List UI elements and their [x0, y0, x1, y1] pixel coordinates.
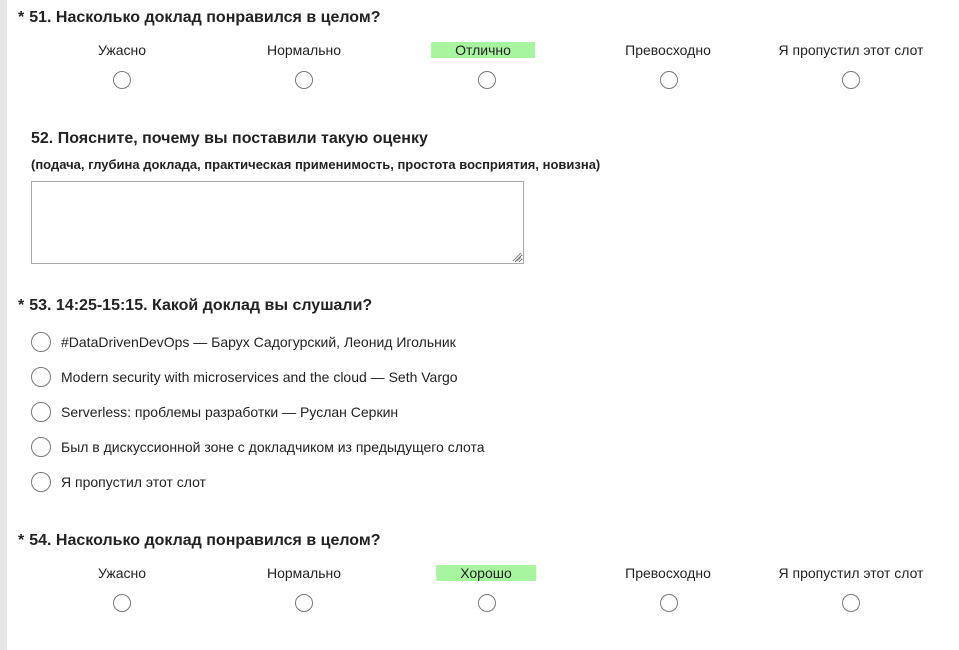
question-53-title	[18, 297, 372, 315]
q53-option-4-label: Был в дискуссионной зоне с докладчиком из предыдущего слота	[61, 439, 485, 455]
q53-radio-4[interactable]	[31, 437, 51, 457]
q51-label-normal: Нормально	[266, 42, 342, 58]
q54-label-normal: Нормально	[266, 565, 342, 581]
q53-radio-3[interactable]	[31, 402, 51, 422]
q53-option-3-label: Serverless: проблемы разработки — Руслан Серкин	[61, 404, 399, 420]
q53-option-1-label: #DataDrivenDevOps — Барух Садогурский, Леонид Игольник	[61, 334, 456, 350]
q54-radio-good[interactable]	[478, 594, 496, 612]
q54-label-good: Хорошо	[436, 565, 536, 581]
q54-label-superb: Превосходно	[625, 565, 711, 581]
question-52-title: 52. Поясните, почему вы поставили такую оценку	[31, 130, 428, 147]
q53-radio-2[interactable]	[31, 367, 51, 387]
required-star: *	[18, 532, 25, 549]
question-54-title	[18, 532, 380, 550]
q51-radio-normal[interactable]	[295, 71, 313, 89]
q54-radio-terrible[interactable]	[113, 594, 131, 612]
required-star: *	[18, 9, 25, 26]
question-52-subtitle: (подача, глубина доклада, практическая применимость, простота восприятия, новизна)	[31, 157, 601, 172]
question-52-textarea[interactable]	[31, 181, 524, 264]
q51-radio-terrible[interactable]	[113, 71, 131, 89]
left-margin-bar	[0, 0, 7, 650]
q54-radio-superb[interactable]	[660, 594, 678, 612]
q54-radio-normal[interactable]	[295, 594, 313, 612]
q51-radio-excellent[interactable]	[478, 71, 496, 89]
q53-radio-5[interactable]	[31, 472, 51, 492]
question-53-text: 53. 14:25-15:15. Какой доклад вы слушали?	[29, 297, 373, 314]
question-54-text: 54. Насколько доклад понравился в целом?	[29, 532, 381, 549]
q51-label-skipped: Я пропустил этот слот	[778, 42, 924, 58]
q53-option-2-label: Modern security with microservices and the cloud — Seth Vargo	[61, 369, 458, 385]
question-51-text: 51. Насколько доклад понравился в целом?	[29, 9, 381, 26]
q53-radio-1[interactable]	[31, 332, 51, 352]
q51-label-terrible: Ужасно	[97, 42, 147, 58]
q51-radio-superb[interactable]	[660, 71, 678, 89]
q51-label-superb: Превосходно	[625, 42, 711, 58]
q53-option-5-label: Я пропустил этот слот	[61, 474, 206, 490]
resize-grip-icon[interactable]	[510, 250, 522, 262]
required-star: *	[18, 297, 25, 314]
q51-radio-skipped[interactable]	[842, 71, 860, 89]
q54-label-terrible: Ужасно	[97, 565, 147, 581]
q54-label-skipped: Я пропустил этот слот	[778, 565, 924, 581]
question-51-title	[18, 9, 380, 27]
q51-label-excellent: Отлично	[431, 42, 535, 58]
q54-radio-skipped[interactable]	[842, 594, 860, 612]
